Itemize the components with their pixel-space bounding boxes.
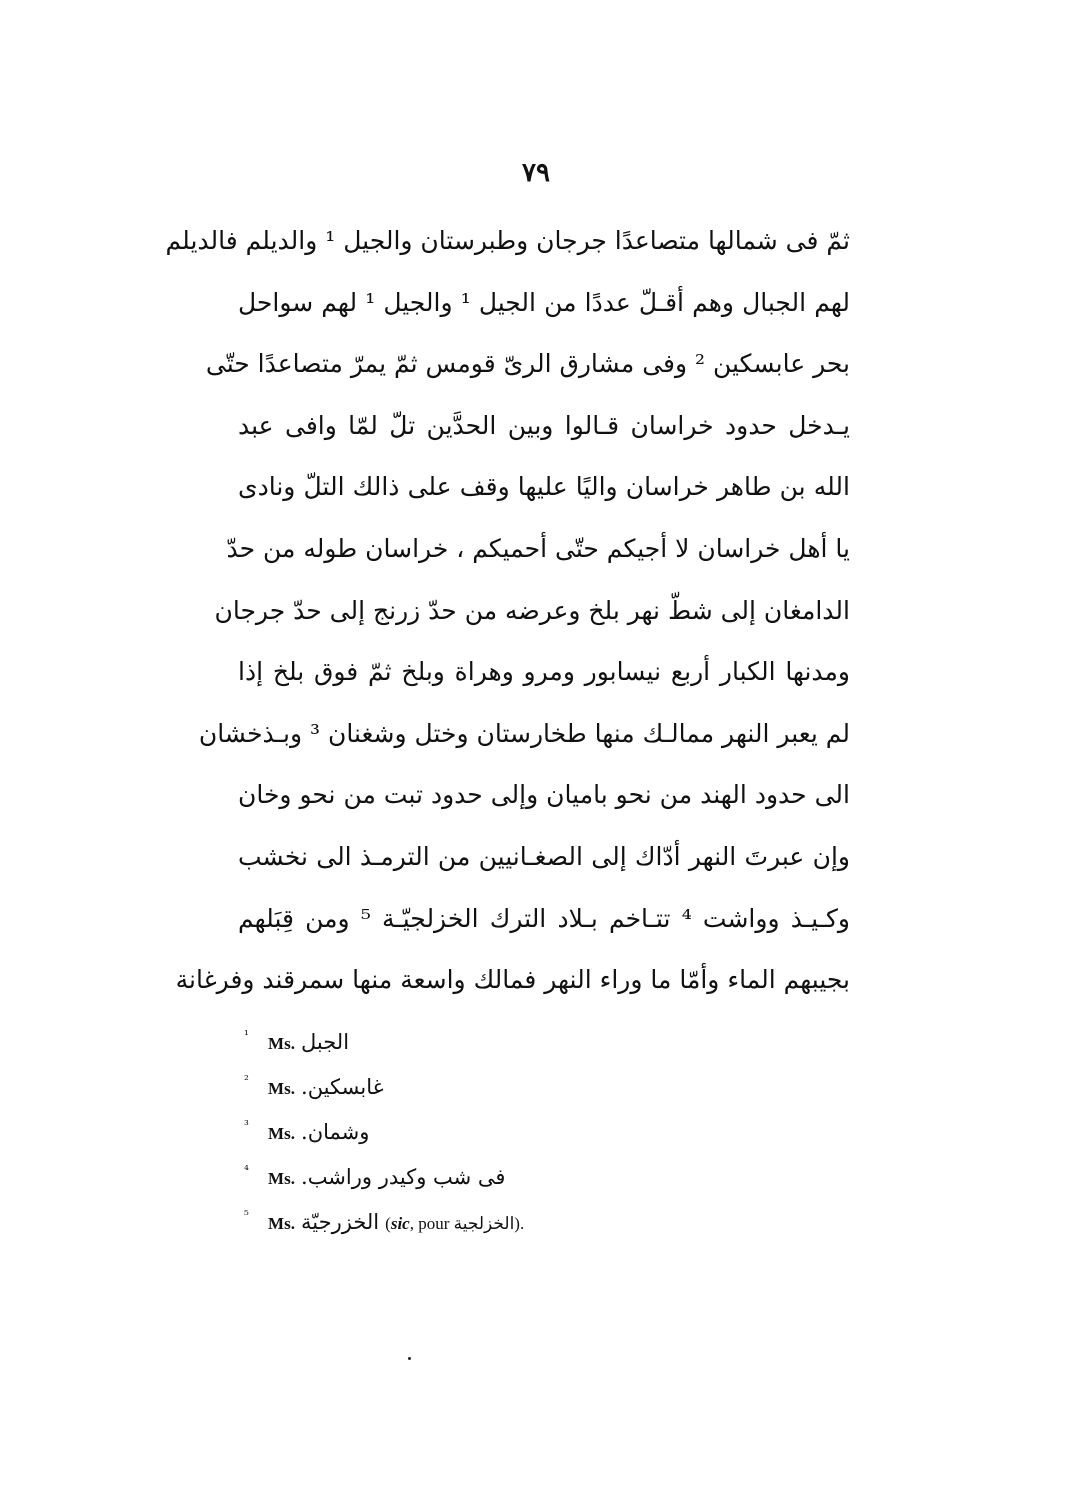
body-line: ومدنها الكبار أربع نيسابور ومرو وهراة وبلخ ثمّ فوق بلخ إذا <box>238 657 850 687</box>
body-line: لهم الجبال وهم أقـلّ عددًا من الجيل ¹ والجيل ¹ لهم سواحل <box>238 287 851 317</box>
footnote-2 <box>244 1065 664 1110</box>
footnote-ms-label: Ms. <box>268 1214 295 1233</box>
footnote-3 <box>244 1110 664 1155</box>
footnote-number: ⁵ <box>244 1208 249 1222</box>
footnote-arabic-reading: الخزرجيّة <box>301 1210 380 1234</box>
body-line: ثمّ فى شمالها متصاعدًا جرجان وطبرستان والجيل ¹ والديلم فالديلم <box>165 226 850 255</box>
body-line: بجيبهم الماء وأمّا ما وراء النهر فمالك واسعة منها سمرقند وفرغانة <box>175 965 850 995</box>
footnote-number: ² <box>244 1073 249 1087</box>
body-line: لم يعبر النهر ممالـك منها طخارستان وختل وشغنان ³ وبـذخشان <box>198 718 850 748</box>
footnote-number: ³ <box>244 1118 249 1132</box>
body-text <box>165 210 851 1011</box>
footnote-editor-note: (sic, pour الخزلجية). <box>385 1214 525 1233</box>
footnote-ms-label: Ms. <box>268 1169 295 1188</box>
body-line: الدامغان إلى شطّ نهر بلخ وعرضه من حدّ زرنج إلى حدّ جرجان <box>214 595 850 625</box>
footnote-ms-label: Ms. <box>268 1079 295 1098</box>
footnote-ms-label: Ms. <box>268 1034 295 1053</box>
body-line: الى حدود الهند من نحو باميان وإلى حدود تبت من نحو وخان <box>238 780 850 810</box>
body-line: يـدخل حدود خراسان قـالوا وبين الحدَّين تلّ لمّا وافى عبد <box>238 410 850 440</box>
footnote-4 <box>244 1155 664 1200</box>
footnote-number: ¹ <box>244 1028 249 1042</box>
body-line: الله بن طاهر خراسان واليًا عليها وقف على ذالك التلّ ونادى <box>238 472 850 502</box>
footnote-number: ⁴ <box>244 1163 249 1177</box>
footnote-ms-label: Ms. <box>268 1124 295 1143</box>
body-line: وإن عبرتَ النهر أدّاك إلى الصغـانيين من الترمـذ الى نخشب <box>238 841 850 871</box>
footnote-arabic-reading: الجبل <box>301 1030 350 1054</box>
scan-speck <box>408 1357 411 1360</box>
page-number: ٧٩ <box>522 158 550 188</box>
footnote-arabic-reading: وشمان. <box>301 1120 370 1144</box>
body-line: بحر عابسكين ² وفى مشارق الرىّ قومس ثمّ يمرّ متصاعدًا حتّى <box>205 349 850 379</box>
body-line: يا أهل خراسان لا أجيكم حتّى أحميكم ، خراسان طوله من حدّ <box>226 533 850 563</box>
footnote-arabic-reading: فى شب وكيدر وراشب. <box>301 1165 506 1189</box>
body-line: وكـيـذ وواشت ⁴ تتـاخم بـلاد الترك الخزلجيّـة ⁵ ومن قِبَلهم <box>238 903 850 933</box>
footnote-1 <box>244 1020 664 1065</box>
footnotes <box>244 1020 664 1245</box>
footnote-arabic-reading: غابسكين. <box>301 1075 384 1099</box>
footnote-5 <box>244 1200 664 1245</box>
